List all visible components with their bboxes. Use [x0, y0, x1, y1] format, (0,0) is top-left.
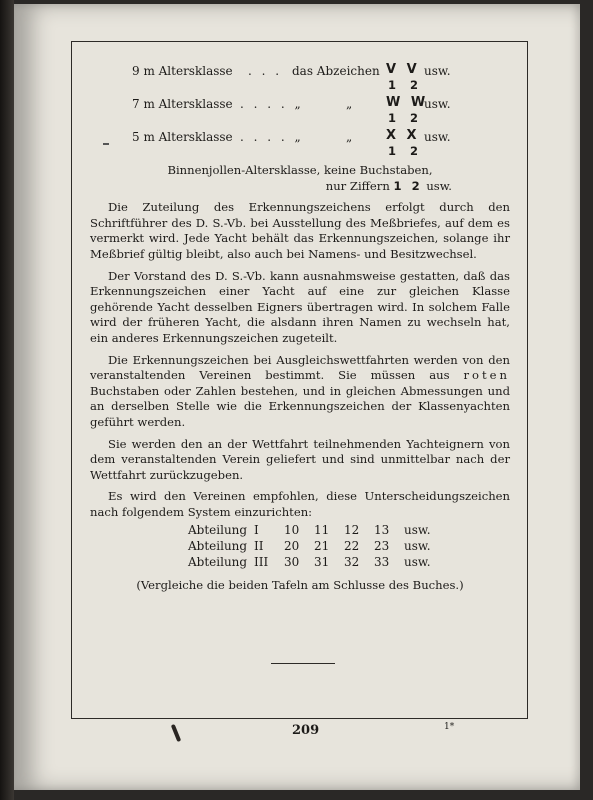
class-text: das Abzeichen: [292, 64, 380, 78]
binnen-line-2: [90, 179, 510, 195]
table-cell: 10: [284, 523, 300, 538]
signature-mark: 1*: [444, 722, 455, 732]
book-spine: [0, 0, 14, 800]
table-cell: 23: [374, 539, 390, 554]
class-row-9m: [90, 60, 510, 93]
closing-note: (Vergleiche die beiden Tafeln am Schlusse des Buches.): [136, 578, 464, 593]
leader-dots: . . . . „: [240, 130, 304, 144]
table-cell: 33: [374, 555, 390, 570]
paragraph-lieferung: Sie werden den an der Wettfahrt teilnehmenden Yachteignern von dem veranstaltenden Verein geliefert und sind unmittelbar nach der Wettfahrt zurückzugeben.: [90, 436, 510, 482]
table-cell: 12: [344, 523, 360, 538]
binnen-line-1: Binnenjollen-Altersklasse, keine Buchstaben,: [167, 163, 433, 177]
paragraph-zuteilung: Die Zuteilung des Erkennungszeichens erfolgt durch den Schriftführer des D. S.-Vb. bei Ausstellung des Meßbriefes, auf dem es vermerkt wird. Jede Yacht behält das Erkennungszeichen, solange ihr Meßbrief gültig bleibt, also auch bei Namens- und Besitzwechsel.: [90, 200, 510, 261]
table-label: Abteilung: [188, 523, 248, 538]
table-cell: 32: [344, 555, 360, 570]
class-symbol: V V: [386, 62, 420, 77]
table-cell: 11: [314, 523, 330, 538]
table-cell: 22: [344, 539, 360, 554]
table-cell: 20: [284, 539, 300, 554]
paragraph-ausgleich: [90, 353, 510, 431]
class-label: 5 m Altersklasse: [132, 130, 233, 144]
paragraph-system: Es wird den Vereinen empfohlen, diese Unterscheidungszeichen nach folgendem System einzurichten:: [90, 489, 510, 519]
class-numbers: 1 2: [388, 78, 424, 92]
paragraph-text: Die Erkennungszeichen bei Ausgleichswettfahrten werden von den veranstaltenden Vereinen bestimmt. Sie müssen aus: [90, 352, 510, 383]
class-usw: usw.: [424, 64, 451, 78]
class-usw: usw.: [424, 130, 451, 144]
class-label: 7 m Altersklasse: [132, 97, 233, 111]
binnen-numbers: 1 2: [393, 178, 423, 193]
table-label: Abteilung: [188, 539, 248, 554]
class-symbol: W W: [386, 95, 429, 110]
table-row: [188, 554, 510, 570]
class-numbers: 1 2: [388, 144, 424, 158]
page-content: [90, 60, 510, 594]
binnen-usw: usw.: [426, 178, 452, 193]
table-roman: III: [254, 555, 269, 570]
paragraph-text: Buchstaben oder Zahlen bestehen, und in gleichen Abmessungen und an derselben Stelle wie die Erkennungszeichen der Klassenyachten geführt werden.: [90, 383, 510, 429]
table-label: Abteilung: [188, 555, 248, 570]
paragraph-vorstand: Der Vorstand des D. S.-Vb. kann ausnahmsweise gestatten, daß das Erkennungszeichen einer Yacht auf eine zur gleichen Klasse gehörende Yacht desselben Eigners übertragen wird. In solchem Falle wird der früheren Yacht, die alsdann ihren Namen zu wechseln hat, ein anderes Erkennungszeichen zugeteilt.: [90, 268, 510, 345]
division-table: [188, 522, 510, 570]
page-number: 209: [292, 723, 320, 738]
class-row-7m: [90, 93, 510, 126]
table-cell: 13: [374, 523, 390, 538]
class-row-5m: [90, 126, 510, 159]
class-text: „: [346, 97, 353, 111]
class-usw: usw.: [424, 97, 451, 111]
emphasized-word: roten: [463, 368, 511, 383]
table-cell: 21: [314, 539, 330, 554]
table-usw: usw.: [404, 539, 431, 554]
table-cell: 30: [284, 555, 300, 570]
class-symbol: X X: [386, 128, 420, 143]
table-roman: II: [254, 539, 264, 554]
table-row: [188, 538, 510, 554]
table-roman: I: [254, 523, 259, 538]
section-rule: [271, 663, 335, 664]
table-cell: 31: [314, 555, 330, 570]
class-text: „: [346, 130, 353, 144]
class-label: 9 m Altersklasse: [132, 64, 233, 78]
leader-dots: . . .: [248, 64, 283, 78]
binnen-text: nur Ziffern: [325, 178, 390, 193]
table-row: [188, 522, 510, 538]
leader-dots: . . . . „: [240, 97, 304, 111]
table-usw: usw.: [404, 523, 431, 538]
class-numbers: 1 2: [388, 111, 424, 125]
table-usw: usw.: [404, 555, 431, 570]
